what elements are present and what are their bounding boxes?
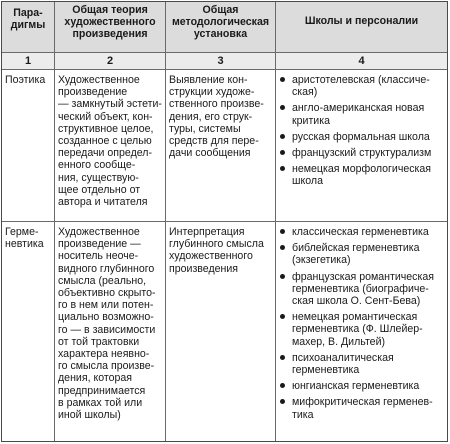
- bullet-icon: [280, 314, 285, 319]
- row-divider: [2, 221, 447, 222]
- row-divider: [2, 69, 447, 70]
- bullet-icon: [280, 399, 285, 404]
- bullet-icon: [280, 229, 285, 234]
- list-item: юнгианская герменевтика: [279, 380, 445, 392]
- list-item: аристотелевская (классиче- ская): [279, 74, 445, 98]
- list-item: классическая герменевтика: [279, 226, 445, 238]
- list-item: немецкая романтическая герменевтика (Ф. Шлейер- махер, В. Дильтей): [279, 311, 445, 348]
- header-paradigms: Пара- дигмы: [10, 7, 46, 32]
- list-item: французский структурализм: [279, 147, 445, 159]
- schools-list: [279, 226, 445, 421]
- header-general-theory: Общая теория художественного произведения: [64, 4, 156, 41]
- header-methodology: Общая методологическая установка: [171, 4, 270, 41]
- row-paradigm: Поэтика: [5, 74, 46, 86]
- paradigms-table: [1, 1, 448, 442]
- bullet-icon: [280, 134, 285, 139]
- list-item: библейская герменевтика (экзегетика): [279, 242, 445, 266]
- row-paradigm: Герме- невтика: [5, 226, 44, 251]
- bullet-icon: [280, 355, 285, 360]
- list-item: мифокритическая герменев- тика: [279, 396, 445, 420]
- row-theory: Художественное произведение — замкнутый эстети- ческий объект, кон- структивное целое, созданное с целью передачи определ- енного сообще- ния, существую- щее отдельно от автора и читателя: [58, 74, 162, 209]
- column-number: 1: [24, 55, 32, 67]
- bullet-icon: [280, 77, 285, 82]
- list-item: французская романтическая герменевтика (биографиче- ская школа О. Сент-Бева): [279, 271, 445, 308]
- bullet-icon: [280, 383, 285, 388]
- row-method: Интерпретация глубинного смысла художественного произведения: [169, 226, 264, 275]
- row-theory: Художественное произведение — носитель неоче- видного глубинного смысла (реально, объективно скрыто- го в нем или потен- циально возможно- го — в зависимости от той трактовки характера неявно- го смысла произве- дения, которая предпринимается в рамках той или иной школы): [58, 226, 156, 422]
- list-item: русская формальная школа: [279, 131, 445, 143]
- bullet-icon: [280, 166, 285, 171]
- header-schools: Школы и персоналии: [304, 15, 419, 27]
- row-schools: [279, 226, 445, 425]
- row-divider: [2, 52, 447, 53]
- list-item: англо-американская новая критика: [279, 102, 445, 126]
- bullet-icon: [280, 105, 285, 110]
- column-number: 2: [106, 55, 114, 67]
- row-method: Выявление кон- струкции художе- ственного произве- дения, его струк- туры, системы средств для пере- дачи сообщения: [169, 74, 264, 160]
- bullet-icon: [280, 274, 285, 279]
- column-number: 4: [358, 55, 365, 67]
- list-item: психоаналитическая герменевтика: [279, 352, 445, 376]
- list-item: немецкая морфологическая школа: [279, 163, 445, 187]
- schools-list: [279, 74, 445, 188]
- column-number: 3: [217, 55, 224, 67]
- bullet-icon: [280, 150, 285, 155]
- row-schools: [279, 74, 445, 192]
- bullet-icon: [280, 245, 285, 250]
